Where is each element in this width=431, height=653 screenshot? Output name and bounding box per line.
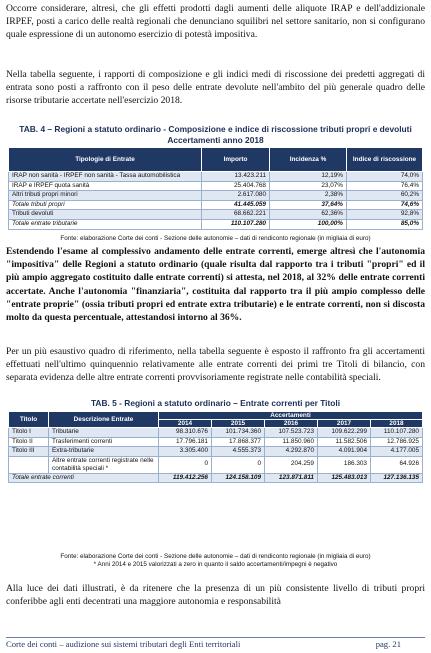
table5-cell: Titolo II bbox=[9, 437, 49, 447]
page-number: pag. 21 bbox=[375, 639, 401, 649]
table4-cell: Totale entrate tributarie bbox=[9, 219, 202, 229]
table4-cell: 2,38% bbox=[270, 191, 347, 201]
table5-cell: 119.412.256 bbox=[159, 473, 212, 483]
table-row bbox=[9, 172, 423, 182]
table5-cell: 12.786.925 bbox=[371, 437, 423, 447]
table4-cell: Totale tributi propri bbox=[9, 200, 202, 210]
table5-cell: 64.926 bbox=[371, 456, 423, 473]
table5-cell: 4.177.005 bbox=[371, 447, 423, 457]
table4-cell: 74,6% bbox=[347, 200, 423, 210]
table5-cell: 4.292.870 bbox=[265, 447, 318, 457]
paragraph-entrate-correnti bbox=[6, 245, 425, 324]
table4-cell: 41.445.059 bbox=[202, 200, 270, 210]
table5-cell: 17.796.181 bbox=[159, 437, 212, 447]
table4-cell: IRAP non sanità - IRPEF non sanità - Tassa automobilistica bbox=[9, 172, 202, 182]
paragraph-intro: Occorre considerare, altresì, che gli effetti prodotti dagli aumenti delle aliquote IRAP e dell'addizionale IRPEF, posti a carico delle realtà regionali che denunciano squilibri nel settore sanitario, non si configurano quale espressione di un autonomo esercizio di potestà impositiva. bbox=[6, 3, 425, 41]
table4-cell: Altri tributi propri minori bbox=[9, 191, 202, 201]
table5-header-descrizione: Descrizione Entrate bbox=[49, 412, 159, 428]
table4-cell: 76,4% bbox=[347, 181, 423, 191]
table5-cell: 4.555.373 bbox=[212, 447, 265, 457]
table4-caption: TAB. 4 – Regioni a statuto ordinario - Composizione e indice di riscossione tributi propri e devoluti Accertamenti anno 2018 bbox=[19, 124, 412, 145]
table4-header: Incidenza % bbox=[270, 148, 347, 172]
table-row bbox=[9, 437, 423, 447]
table4-cell: 2.617.080 bbox=[202, 191, 270, 201]
table5-cell: 125.483.013 bbox=[318, 473, 371, 483]
table4-cell: 110.107.280 bbox=[202, 219, 270, 229]
table4-cell: 12,19% bbox=[270, 172, 347, 182]
table4-cell: 60,2% bbox=[347, 191, 423, 201]
table5-cell: 17.868.377 bbox=[212, 437, 265, 447]
table4-cell: 92,8% bbox=[347, 210, 423, 220]
table5-cell: Tributarie bbox=[49, 428, 159, 438]
footer-title: Corte dei conti – audizione sui sistemi tributari degli Enti territoriali bbox=[6, 639, 241, 649]
paragraph-table-intro: Nella tabella seguente, i rapporti di composizione e gli indici medi di riscossione dei predetti aggregati di entrata sono posti a raffronto con il peso delle entrate devolute nell'ambito del più generale quadro delle risorse tributarie accertate nell'esercizio 2018. bbox=[6, 69, 425, 107]
table5-year: 2018 bbox=[371, 420, 423, 428]
page-footer bbox=[6, 637, 425, 650]
paragraph-quadro: Per un più esaustivo quadro di riferimento, nella tabella seguente è esposto il raffronto fra gli accertamenti effettuati nell'ultimo quinquennio relativamente alle entrate correnti dei primi tre Titoli di bilancio, con separata evidenza delle altre entrate correnti provvisoriamente registrate nelle contabilità speciali. bbox=[6, 346, 425, 384]
table5-cell: 0 bbox=[159, 456, 212, 473]
table5-cell: Altre entrate correnti registrate nelle contabilità speciali * bbox=[49, 456, 159, 473]
table5-cell: Trasferimenti correnti bbox=[49, 437, 159, 447]
table5-cell: 11.850.960 bbox=[265, 437, 318, 447]
table4-cell: 62,36% bbox=[270, 210, 347, 220]
table5-cell: 127.136.135 bbox=[371, 473, 423, 483]
table5-year: 2016 bbox=[265, 420, 318, 428]
paragraph-closing: Alla luce dei dati illustrati, è da ritenere che la presenza di un più consistente livello di tributi propri conferibbe agli enti decentrati una maggiore autonomia e responsabilità bbox=[6, 583, 425, 608]
table5-cell: 0 bbox=[212, 456, 265, 473]
table5-cell: 98.310.676 bbox=[159, 428, 212, 438]
table4-cell: 100,00% bbox=[270, 219, 347, 229]
table5-cell: Totale entrate correnti bbox=[9, 473, 159, 483]
table4-cell: 13.423.211 bbox=[202, 172, 270, 182]
table5-cell: 124.158.109 bbox=[212, 473, 265, 483]
table4-cell: IRAP e IRPEF quota sanità bbox=[9, 181, 202, 191]
table5-cell: 11.582.506 bbox=[318, 437, 371, 447]
table5-cell: 123.871.811 bbox=[265, 473, 318, 483]
table-row-total bbox=[9, 473, 423, 483]
table5-header-titolo: Titolo bbox=[9, 412, 49, 428]
table4-header: Importo bbox=[202, 148, 270, 172]
table5-cell: 109.622.299 bbox=[318, 428, 371, 438]
table4-cell: 23,07% bbox=[270, 181, 347, 191]
table5-header-accertamenti: Accertamenti bbox=[159, 412, 423, 420]
table5-cell bbox=[9, 456, 49, 473]
table-row-total bbox=[9, 219, 423, 229]
table-row-total bbox=[9, 200, 423, 210]
table5-year: 2015 bbox=[212, 420, 265, 428]
table5-cell: 186.303 bbox=[318, 456, 371, 473]
table4-cell: 68.662.221 bbox=[202, 210, 270, 220]
table4-cell: Tributi devoluti bbox=[9, 210, 202, 220]
table4-cell: 74,0% bbox=[347, 172, 423, 182]
table4-cell: 25.404.768 bbox=[202, 181, 270, 191]
table4-source: Fonte: elaborazione Corte dei conti - Sezione delle autonomie – dati di rendiconto regionale (in migliaia di euro) bbox=[60, 235, 371, 242]
table5-cell: Extra-tributarie bbox=[49, 447, 159, 457]
table5-cell: Titolo III bbox=[9, 447, 49, 457]
table-row bbox=[9, 181, 423, 191]
table4-cell: 37,64% bbox=[270, 200, 347, 210]
table-row bbox=[9, 210, 423, 220]
table5-cell: 204.259 bbox=[265, 456, 318, 473]
table5-cell: 3.305.400 bbox=[159, 447, 212, 457]
table4-header: Tipologie di Entrate bbox=[9, 148, 202, 172]
table4-cell: 85,0% bbox=[347, 219, 423, 229]
table4 bbox=[8, 147, 423, 230]
table-row bbox=[9, 447, 423, 457]
table5-footnote: * Anni 2014 e 2015 valorizzati a zero in quanto il saldo accertamenti/impegni è negativo bbox=[93, 561, 338, 568]
table5-caption: TAB. 5 - Regioni a statuto ordinario – Entrate correnti per Titoli bbox=[90, 398, 341, 408]
table-row bbox=[9, 428, 423, 438]
table5-source: Fonte: elaborazione Corte dei conti - Sezione delle autonomie – dati di rendiconto regionale (in migliaia di euro) bbox=[60, 553, 371, 560]
table5-cell: 101.734.360 bbox=[212, 428, 265, 438]
table5-year: 2014 bbox=[159, 420, 212, 428]
table5-cell: Titolo I bbox=[9, 428, 49, 438]
table5-year: 2017 bbox=[318, 420, 371, 428]
table-row bbox=[9, 456, 423, 473]
table-row bbox=[9, 191, 423, 201]
table5-cell: 4.091.904 bbox=[318, 447, 371, 457]
table4-header: Indice di riscossione bbox=[347, 148, 423, 172]
paragraph-lead: Estendendo l'esame al complessivo andamento delle entrate correnti, emerge altresì che l'autonomia "impositiva" delle Regioni a statuto ordinario (quale risulta dal rapporto tra i tributi "propri" ed il più ampio aggregato costituito dalle entrate correnti) si attesta, nel 2018, al 32% delle entrate correnti accertate. Anche l'autonomia "finanziaria", costituita dal rapporto tra il più ampio complesso delle "entrate proprie" (ossia tributi propri ed entrate extra tributarie) e le entrate correnti, non si discosta molto da questa percentuale, attestandosi intorno al 36%. bbox=[6, 246, 425, 324]
table5-cell: 110.107.280 bbox=[371, 428, 423, 438]
table5-cell: 107.523.723 bbox=[265, 428, 318, 438]
table5 bbox=[8, 411, 423, 483]
